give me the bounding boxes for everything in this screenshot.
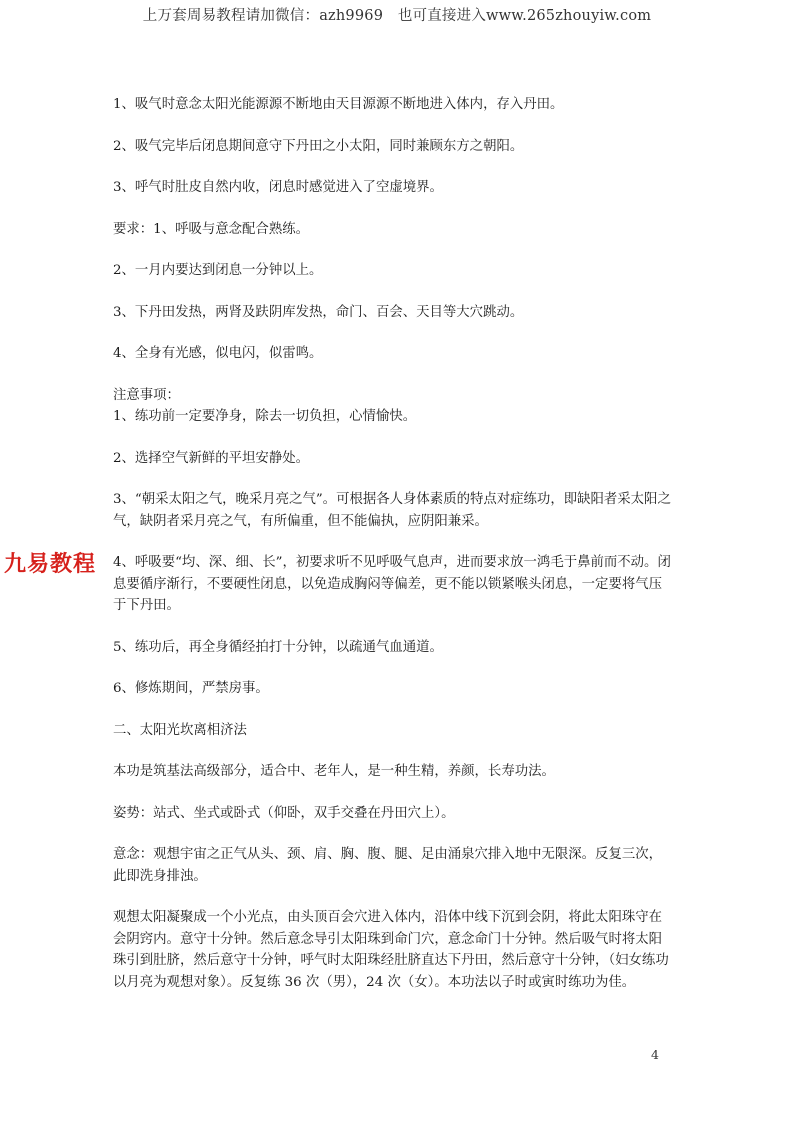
paragraph: 6、修炼期间，严禁房事。 (113, 681, 269, 696)
paragraph: 姿势：站式、坐式或卧式（仰卧，双手交叠在丹田穴上）。 (113, 805, 455, 821)
paragraph: 2、选择空气新鲜的平坦安静处。 (113, 450, 309, 466)
paragraph: 本功是筑基法高级部分，适合中、老年人，是一种生精，养颜，长寿功法。 (113, 764, 555, 779)
paragraph: 意念：观想宇宙之正气从头、颈、肩、胸、腹、腿、足由涌泉穴排入地中无限深。反复三次，此即洗身排浊。 (113, 847, 663, 884)
paragraph: 3、下丹田发热，两肾及趺阴库发热，命门、百会、天目等大穴跳动。 (113, 304, 524, 320)
paragraph: 5、练功后，再全身循经拍打十分钟，以疏通气血通道。 (113, 639, 443, 655)
paragraph: 3、呼气时肚皮自然内收，闭息时感觉进入了空虚境界。 (113, 180, 443, 195)
paragraph: 3、“朝采太阳之气，晚采月亮之气”。可根据各人身体素质的特点对症练功，即缺阳者采太阳之气，缺阴者采月亮之气，有所偏重，但不能偏执，应阴阳兼采。 (113, 492, 671, 529)
page-number: 4 (651, 1047, 659, 1062)
paragraph: 2、吸气完毕后闭息期间意守下丹田之小太阳，同时兼顾东方之朝阳。 (113, 138, 524, 154)
watermark-logo: 九易教程 (4, 552, 97, 577)
paragraph: 4、全身有光感，似电闪，似雷鸣。 (113, 346, 323, 361)
paragraph: 1、练功前一定要净身，除去一切负担，心情愉快。 (113, 409, 417, 424)
notes-heading: 注意事项： (113, 387, 180, 403)
requirements-heading: 要求：1、呼吸与意念配合熟练。 (113, 221, 309, 237)
paragraph: 观想太阳凝聚成一个小光点，由头顶百会穴进入体内，沿体中线下沉到会阴，将此太阳珠守在会阴窍内。意守十分钟。然后意念导引太阳珠到命门穴，意念命门十分钟。然后吸气时将太阳珠引到肚脐，然后意守十分钟，呼气时太阳珠经肚脐直达下丹田，然后意守十分钟，（妇女练功以月亮为观想对象）。反复练 36 次（男），24 次（女）。本功法以子时或寅时练功为佳。 (113, 910, 669, 990)
document-body (113, 94, 673, 1013)
page-header: 上万套周易教程请加微信：azh9969 也可直接进入www.265zhouyiw.com (142, 8, 652, 24)
section-heading: 二、太阳光坎离相济法 (113, 722, 247, 738)
paragraph: 2、一月内要达到闭息一分钟以上。 (113, 263, 323, 278)
paragraph: 1、吸气时意念太阳光能源源不断地由天目源源不断地进入体内，存入丹田。 (113, 97, 564, 112)
paragraph: 4、呼吸要“均、深、细、长”，初要求听不见呼吸气息声，进而要求放一鸿毛于鼻前而不动。闭息要循序渐行，不要硬性闭息，以免造成胸闷等偏差，更不能以锁紧喉头闭息，一定要将气压于下丹田。 (113, 555, 671, 613)
